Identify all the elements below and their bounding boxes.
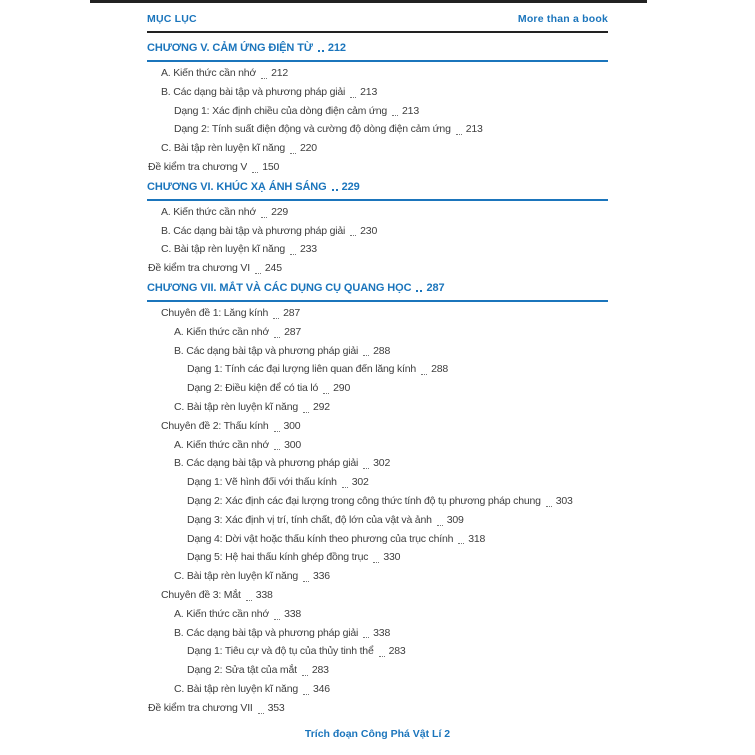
toc-entry-row (147, 624, 608, 643)
toc-page-number: 290 (333, 382, 351, 395)
toc-entry-row (147, 642, 608, 661)
toc-page-number: 330 (383, 551, 401, 564)
toc-entry-row (147, 530, 608, 549)
toc-page-number: 300 (284, 438, 302, 451)
toc-page-number: 233 (299, 243, 317, 256)
dotted-leader (318, 50, 324, 52)
dotted-leader (274, 431, 280, 432)
dotted-leader (323, 393, 329, 394)
toc-label: Dạng 1: Vẽ hình đối với thấu kính (187, 476, 337, 489)
toc-label: A. Kiến thức cần nhớ (174, 607, 270, 620)
toc-entry-row (147, 548, 608, 567)
toc-label: CHƯƠNG VII. MẮT VÀ CÁC DỤNG CỤ QUANG HỌC (147, 281, 412, 294)
toc-entry-row (147, 661, 608, 680)
dotted-leader (458, 543, 464, 544)
dotted-leader (303, 694, 309, 695)
toc-label: C. Bài tập rèn luyện kĩ năng (174, 682, 298, 695)
toc-entry-row (147, 102, 608, 121)
toc-label: Chuyên đề 3: Mắt (161, 588, 241, 601)
brand-text: More than a book (517, 13, 608, 25)
dotted-leader (261, 78, 267, 79)
toc-page-number: 220 (299, 142, 317, 155)
toc-label: A. Kiến thức cần nhớ (161, 67, 257, 79)
toc-page-number: 302 (373, 457, 391, 470)
dotted-leader (363, 468, 369, 469)
toc-entry-row (147, 139, 608, 158)
toc-page-number: 338 (373, 626, 391, 639)
toc-entry-row (147, 567, 608, 586)
dotted-leader (274, 449, 280, 450)
dotted-leader (258, 713, 264, 714)
toc-chapter-row (147, 38, 608, 62)
toc-list (147, 38, 608, 718)
dotted-leader (274, 619, 280, 620)
toc-label: Đề kiểm tra chương VI (148, 262, 250, 275)
toc-label: Dạng 2: Tính suất điện động và cường độ dòng điện cảm ứng (174, 123, 451, 136)
toc-page-number: 302 (351, 476, 369, 489)
toc-entry-row (147, 304, 608, 323)
dotted-leader (392, 115, 398, 116)
toc-label: Dạng 1: Xác định chiều của dòng điện cảm ứng (174, 104, 388, 117)
dotted-leader (274, 337, 280, 338)
toc-chapter-row (147, 177, 608, 201)
dotted-leader (350, 97, 356, 98)
toc-label: Dạng 2: Xác định các đại lượng trong công thức tính độ tụ phương pháp chung (187, 494, 541, 507)
toc-label: Dạng 2: Sửa tật của mắt (187, 664, 297, 677)
toc-entry-row (147, 64, 608, 83)
toc-label: C. Bài tập rèn luyện kĩ năng (174, 570, 298, 583)
toc-page-number: 213 (402, 104, 419, 117)
toc-label: B. Các dạng bài tập và phương pháp giải (174, 457, 359, 470)
toc-entry-row (147, 436, 608, 455)
toc-entry-row (147, 360, 608, 379)
toc-entry-row (147, 120, 608, 139)
dotted-leader (363, 355, 369, 356)
toc-page-number: 336 (312, 570, 330, 583)
toc-label: Đề kiểm tra chương V (148, 160, 248, 173)
toc-label: Dạng 2: Điều kiện để có tia ló (187, 382, 319, 395)
toc-page-number: 283 (388, 645, 406, 658)
toc-entry-row (147, 203, 608, 222)
toc-label: A. Kiến thức cần nhớ (174, 438, 270, 451)
dotted-leader (342, 487, 348, 488)
toc-label: Dạng 1: Tiêu cự và độ tụ của thủy tinh thể (187, 645, 374, 658)
toc-page-number: 212 (327, 42, 346, 54)
dotted-leader (290, 254, 296, 255)
toc-label: B. Các dạng bài tập và phương pháp giải (161, 224, 346, 237)
dotted-leader (302, 675, 308, 676)
toc-page-number: 288 (373, 344, 391, 357)
dotted-leader (246, 600, 252, 601)
toc-page-number: 245 (264, 262, 282, 275)
toc-page-number: 283 (311, 664, 329, 677)
toc-entry-row (147, 605, 608, 624)
toc-page-number: 338 (255, 588, 273, 601)
toc-entry-row (147, 222, 608, 241)
dotted-leader (273, 318, 279, 319)
toc-entry-row (147, 158, 608, 177)
dotted-leader (261, 217, 267, 218)
toc-label: B. Các dạng bài tập và phương pháp giải (174, 344, 359, 357)
dotted-leader (373, 562, 379, 563)
dotted-leader (332, 189, 338, 191)
page-content (147, 13, 608, 718)
toc-page-number: 150 (262, 160, 280, 173)
toc-label: Dạng 5: Hệ hai thấu kính ghép đồng trục (187, 551, 369, 564)
toc-entry-row (147, 417, 608, 436)
toc-entry-row (147, 699, 608, 718)
toc-label: CHƯƠNG VI. KHÚC XẠ ÁNH SÁNG (147, 180, 327, 193)
toc-entry-row (147, 511, 608, 530)
toc-entry-row (147, 398, 608, 417)
dotted-leader (303, 412, 309, 413)
page-title: MỤC LỤC (147, 13, 197, 25)
toc-page-number: 300 (283, 419, 301, 432)
toc-entry-row (147, 323, 608, 342)
toc-page-number: 338 (284, 607, 302, 620)
page-footer: Trích đoạn Công Phá Vật Lí 2 (304, 728, 451, 740)
toc-page-number: 287 (426, 281, 445, 294)
toc-page-number: 287 (283, 306, 301, 319)
toc-entry-row (147, 259, 608, 278)
toc-page-number: 346 (312, 682, 330, 695)
toc-label: Chuyên đề 2: Thấu kính (161, 419, 269, 432)
dotted-leader (350, 235, 356, 236)
toc-entry-row (147, 473, 608, 492)
dotted-leader (379, 656, 385, 657)
toc-page-number: 288 (431, 363, 448, 376)
toc-page-number: 353 (267, 701, 285, 714)
toc-label: A. Kiến thức cần nhớ (174, 325, 270, 338)
dotted-leader (255, 273, 261, 274)
dotted-leader (421, 374, 427, 375)
dotted-leader (303, 581, 309, 582)
toc-label: C. Bài tập rèn luyện kĩ năng (161, 142, 285, 155)
toc-label: Đề kiểm tra chương VII (148, 701, 253, 714)
dotted-leader (546, 506, 552, 507)
page-header (147, 13, 608, 33)
toc-entry-row (147, 240, 608, 259)
toc-entry-row (147, 492, 608, 511)
toc-label: CHƯƠNG V. CẢM ỨNG ĐIỆN TỪ (147, 42, 313, 54)
toc-entry-row (147, 586, 608, 605)
toc-label: Chuyên đề 1: Lăng kính (161, 306, 269, 319)
toc-page-number: 212 (271, 67, 289, 79)
toc-label: A. Kiến thức cần nhớ (161, 205, 257, 218)
dotted-leader (252, 172, 258, 173)
toc-page-number: 213 (360, 85, 378, 98)
toc-entry-row (147, 379, 608, 398)
toc-label: Dạng 4: Dời vật hoặc thấu kính theo phương của trục chính (187, 532, 454, 545)
dotted-leader (456, 134, 462, 135)
toc-page-number: 303 (555, 494, 573, 507)
toc-page-number: 292 (312, 400, 330, 413)
toc-label: Dạng 1: Tính các đại lượng liên quan đến lăng kính (187, 363, 417, 376)
toc-entry-row (147, 454, 608, 473)
page-top-edge-line (90, 0, 647, 3)
toc-page-number: 309 (446, 513, 464, 526)
toc-entry-row (147, 680, 608, 699)
toc-page-number: 230 (360, 224, 378, 237)
dotted-leader (437, 525, 443, 526)
toc-page-number: 229 (271, 205, 289, 218)
toc-entry-row (147, 342, 608, 361)
toc-page-number: 229 (341, 180, 360, 193)
toc-page-number: 318 (468, 532, 486, 545)
dotted-leader (363, 637, 369, 638)
toc-label: B. Các dạng bài tập và phương pháp giải (161, 85, 346, 98)
dotted-leader (416, 290, 422, 292)
toc-label: C. Bài tập rèn luyện kĩ năng (174, 400, 298, 413)
toc-label: Dạng 3: Xác định vị trí, tính chất, độ lớn của vật và ảnh (187, 513, 432, 526)
toc-label: B. Các dạng bài tập và phương pháp giải (174, 626, 359, 639)
toc-page-number: 213 (465, 123, 483, 136)
toc-chapter-row (147, 278, 608, 302)
toc-page-number: 287 (284, 325, 302, 338)
dotted-leader (290, 153, 296, 154)
toc-entry-row (147, 83, 608, 102)
toc-label: C. Bài tập rèn luyện kĩ năng (161, 243, 285, 256)
